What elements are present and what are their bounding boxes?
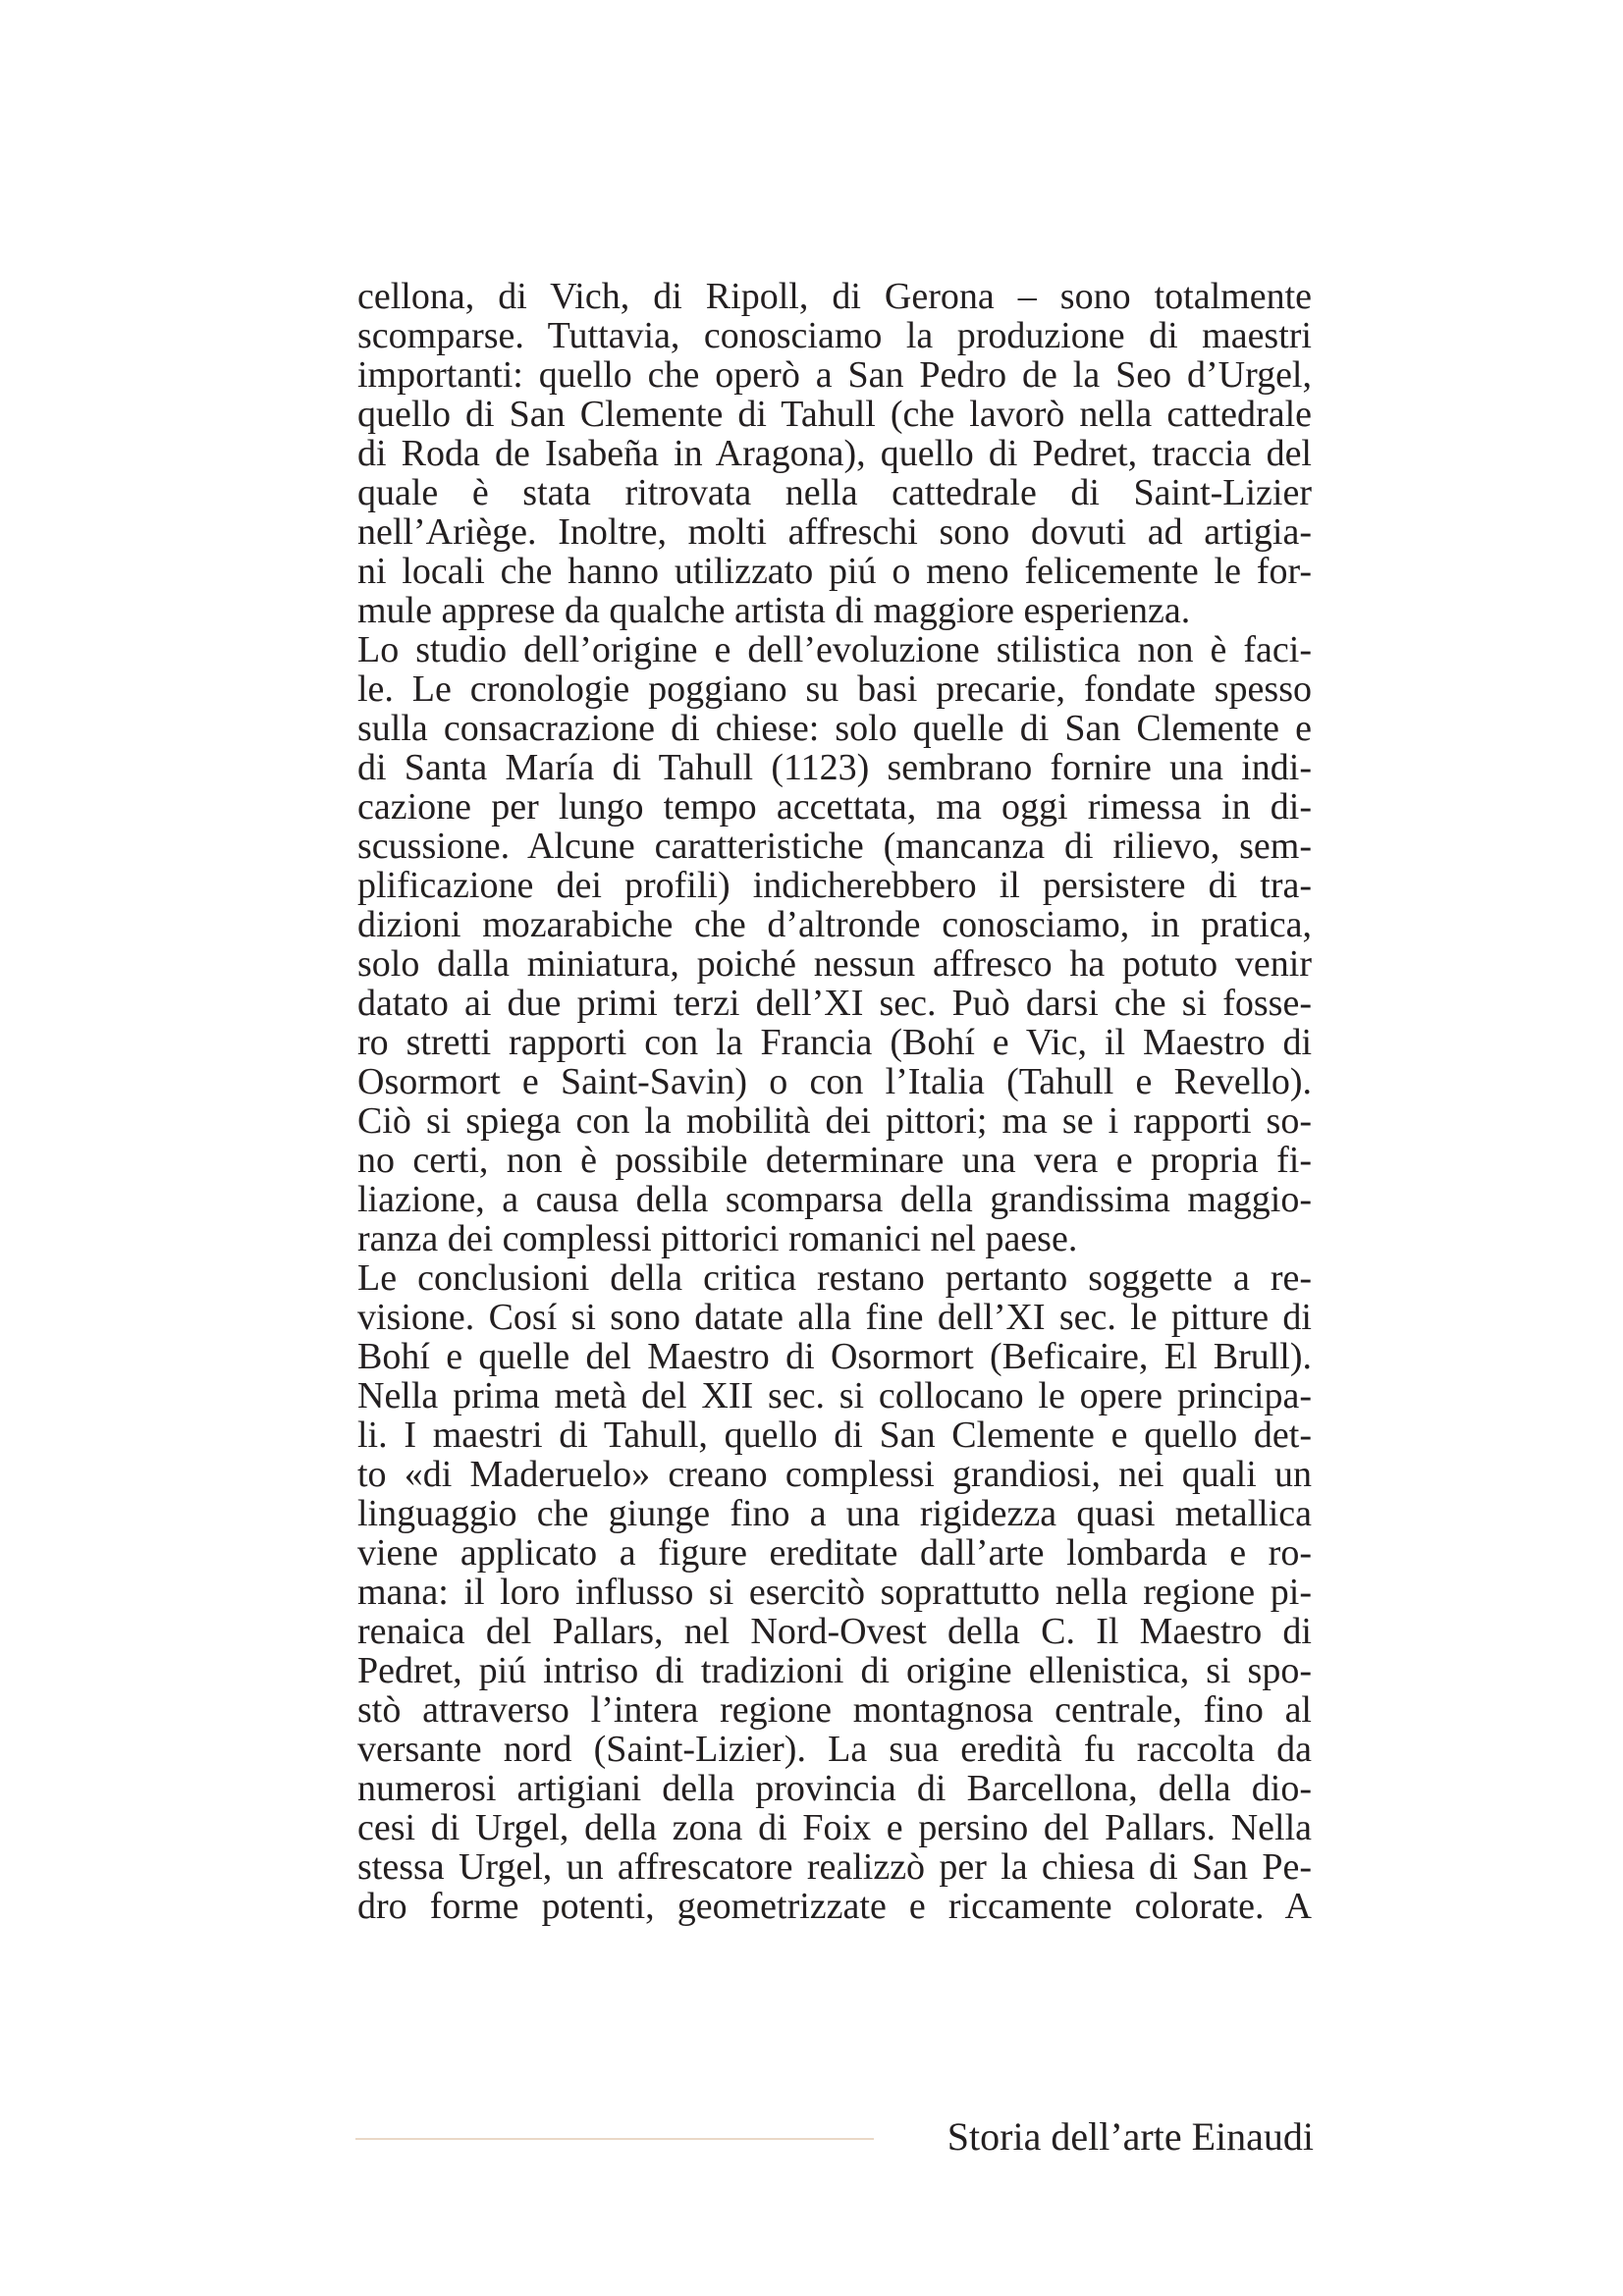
text-line: nell’Ariège. Inoltre, molti affreschi sono dovuti ad artigia- [357,511,1312,553]
text-line: numerosi artigiani della provincia di Barcellona, della dio- [357,1768,1312,1809]
text-line: to «di Maderuelo» creano complessi grandiosi, nei quali un [357,1454,1312,1495]
text-line: Le conclusioni della critica restano pertanto soggette a re- [357,1257,1312,1299]
text-line: Lo studio dell’origine e dell’evoluzione stilistica non è faci- [357,629,1312,670]
text-line: Bohí e quelle del Maestro di Osormort (Beficaire, El Brull). [357,1336,1312,1377]
text-line: ro stretti rapporti con la Francia (Bohí e Vic, il Maestro di [357,1022,1312,1063]
text-line: mule apprese da qualche artista di maggiore esperienza. [357,590,1191,631]
text-line: solo dalla miniatura, poiché nessun affresco ha potuto venir [357,943,1312,985]
text-line: versante nord (Saint-Lizier). La sua eredità fu raccolta da [357,1729,1312,1770]
text-line: linguaggio che giunge fino a una rigidezza quasi metallica [357,1493,1312,1534]
text-line: di Santa María di Tahull (1123) sembrano fornire una indi- [357,747,1312,788]
text-line: Ciò si spiega con la mobilità dei pittori; ma se i rapporti so- [357,1100,1312,1142]
text-line: liazione, a causa della scomparsa della grandissima maggio- [357,1179,1312,1220]
text-line: Pedret, piú intriso di tradizioni di origine ellenistica, si spo- [357,1650,1312,1691]
text-line: dizioni mozarabiche che d’altronde conosciamo, in pratica, [357,904,1312,945]
text-line: datato ai due primi terzi dell’XI sec. Può darsi che si fosse- [357,983,1312,1024]
text-line: scussione. Alcune caratteristiche (mancanza di rilievo, sem- [357,826,1312,867]
text-line: quello di San Clemente di Tahull (che lavorò nella cattedrale [357,394,1312,435]
text-line: viene applicato a figure ereditate dall’arte lombarda e ro- [357,1532,1312,1574]
text-line: le. Le cronologie poggiano su basi precarie, fondate spesso [357,668,1312,710]
text-line: di Roda de Isabeña in Aragona), quello di Pedret, traccia del [357,433,1312,474]
text-line: sulla consacrazione di chiese: solo quelle di San Clemente e [357,708,1312,749]
text-line: renaica del Pallars, nel Nord-Ovest della C. Il Maestro di [357,1611,1312,1652]
footer-rule [355,2138,874,2140]
text-line: ni locali che hanno utilizzato piú o meno felicemente le for- [357,551,1312,592]
text-line: Nella prima metà del XII sec. si collocano le opere principa- [357,1375,1312,1416]
text-line: stessa Urgel, un affrescatore realizzò per la chiesa di San Pe- [357,1846,1312,1888]
text-line: quale è stata ritrovata nella cattedrale di Saint-Lizier [357,472,1312,513]
text-line: no certi, non è possibile determinare una vera e propria fi- [357,1140,1312,1181]
body-text [357,277,1312,1926]
text-line: mana: il loro influsso si esercitò soprattutto nella regione pi- [357,1572,1312,1613]
text-line: Osormort e Saint-Savin) o con l’Italia (Tahull e Revello). [357,1061,1312,1102]
text-line: stò attraverso l’intera regione montagnosa centrale, fino al [357,1689,1312,1731]
text-line: cazione per lungo tempo accettata, ma oggi rimessa in di- [357,786,1312,828]
text-line: ranza dei complessi pittorici romanici nel paese. [357,1218,1078,1259]
text-line: cellona, di Vich, di Ripoll, di Gerona – sono totalmente [357,276,1312,317]
text-line: importanti: quello che operò a San Pedro de la Seo d’Urgel, [357,354,1312,396]
text-line: dro forme potenti, geometrizzate e riccamente colorate. A [357,1886,1312,1927]
text-line: scomparse. Tuttavia, conosciamo la produzione di maestri [357,315,1312,356]
footer-title: Storia dell’arte Einaudi [947,2114,1314,2159]
text-line: li. I maestri di Tahull, quello di San Clemente e quello det- [357,1415,1312,1456]
text-line: visione. Cosí si sono datate alla fine dell’XI sec. le pitture di [357,1297,1312,1338]
text-line: plificazione dei profili) indicherebbero il persistere di tra- [357,865,1312,906]
text-line: cesi di Urgel, della zona di Foix e persino del Pallars. Nella [357,1807,1312,1848]
